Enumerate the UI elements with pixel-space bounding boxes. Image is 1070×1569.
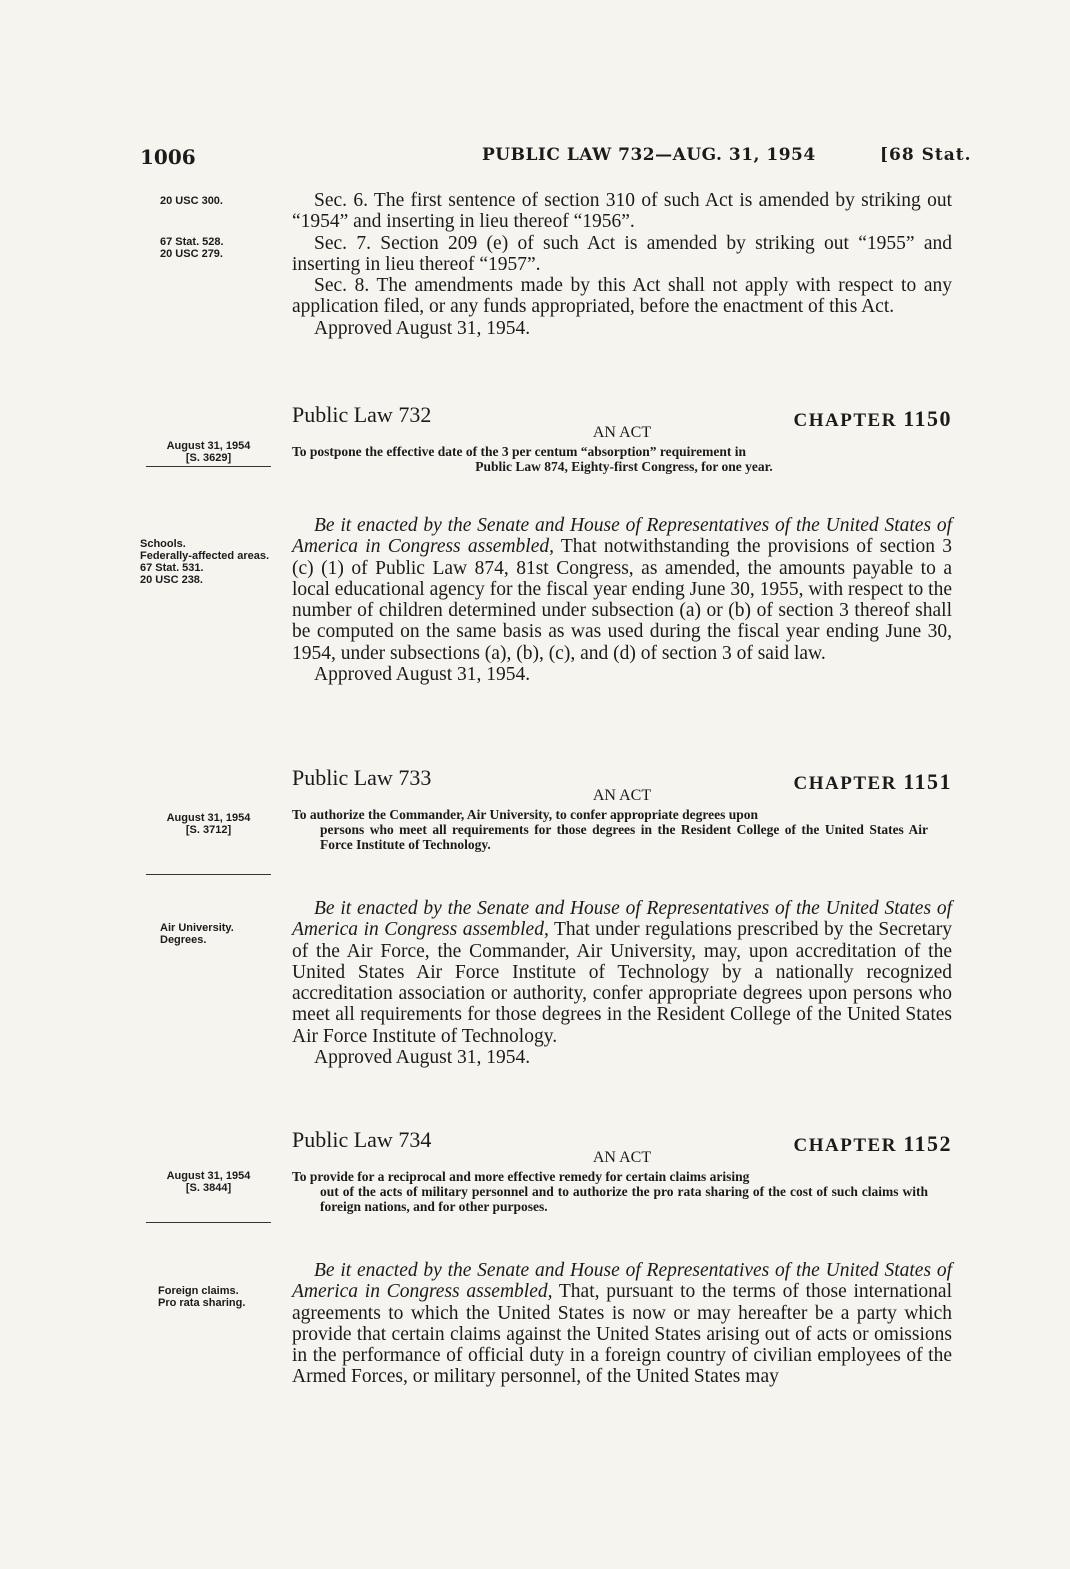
top-section-text: [292, 190, 952, 339]
chapter-word: CHAPTER: [793, 1135, 897, 1156]
act-summary: [292, 807, 952, 852]
section-paragraph: Sec. 6. The first sentence of section 310 of such Act is amended by striking out “1954” and inserting in lieu thereof “1956”.: [292, 190, 952, 233]
margin-ref: 67 Stat. 531.: [140, 562, 204, 574]
enacting-paragraph: [292, 898, 952, 1047]
summary-rest: persons who meet all requirements for those degrees in the Resident College of the United States Air Force Institute of Technology.: [320, 822, 928, 852]
law-732-body: [292, 515, 952, 685]
approved-line: Approved August 31, 1954.: [314, 1047, 531, 1069]
approval-date: August 31, 1954: [166, 812, 251, 824]
law-text: That notwithstanding the provisions of section 3 (c) (1) of Public Law 874, 81st Congress, as amended, the amounts payable to a local educational agency for the fiscal year ending June 30, 1955, with respect to the number of children determined under subsection (a) or (b) of section 3 thereof shall be computed on the same basis as was used during the fiscal year ending June 30, 1954, under subsections (a), (b), (c), and (d) of section 3 of said law.: [292, 536, 952, 664]
divider: [146, 466, 271, 467]
summary-rest: out of the acts of military personnel and to authorize the pro rata sharing of the cost of such claims with foreign nations, and for other purposes.: [320, 1184, 928, 1214]
margin-ref: Foreign claims.: [158, 1285, 239, 1297]
public-law-label: Public Law 732: [292, 402, 432, 427]
approval-date: August 31, 1954: [166, 440, 251, 452]
law-733-header: [292, 765, 952, 852]
law-734-margin-notes: [158, 1285, 298, 1309]
margin-ref: 20 USC 238.: [140, 574, 203, 586]
law-732-date-note: [146, 440, 271, 467]
chapter-label: [794, 769, 952, 795]
margin-ref: 20 USC 300.: [160, 195, 223, 207]
law-text: That under regulations prescribed by the Secretary of the Air Force, the Commander, Air University, may, upon accreditation of the United States Air Force Institute of Technology by a nationally recognized accreditation association or authority, confer appropriate degrees upon persons who meet all requirements for those degrees in the Resident College of the United States Air Force Institute of Technology.: [292, 919, 952, 1047]
summary-rest: Public Law 874, Eighty-first Congress, for one year.: [475, 459, 773, 474]
chapter-label: [794, 406, 952, 432]
section-paragraph: Sec. 7. Section 209 (e) of such Act is amended by striking out “1955” and inserting in lieu thereof “1957”.: [292, 232, 952, 275]
law-733-margin-notes: [160, 922, 300, 946]
summary-first-line: To postpone the effective date of the 3 per centum “absorption” requirement in: [292, 444, 746, 459]
public-law-label: Public Law 734: [292, 1127, 432, 1152]
margin-ref: 67 Stat. 528.: [160, 236, 224, 248]
law-732-header: [292, 402, 952, 474]
page-number: 1006: [140, 145, 196, 169]
chapter-number: 1151: [903, 769, 952, 794]
enacting-paragraph: [292, 515, 952, 664]
section-paragraph: Sec. 8. The amendments made by this Act shall not apply with respect to any application filed, or any funds appropriated, before the enactment of this Act.: [292, 275, 952, 318]
enacting-paragraph: [292, 1260, 952, 1388]
running-title: PUBLIC LAW 732—AUG. 31, 1954: [482, 145, 816, 165]
bill-number: [S. 3844]: [185, 1182, 232, 1194]
margin-note-top: [160, 195, 300, 260]
approved-line: Approved August 31, 1954.: [314, 664, 531, 686]
an-act-heading: AN ACT: [592, 787, 652, 804]
chapter-label: [794, 1131, 952, 1157]
margin-ref: Federally-affected areas.: [140, 550, 270, 562]
enacting-clause: Be it enacted by the Senate and House of Representatives of the United States of America in Congress assembled,: [292, 1260, 952, 1303]
enacting-clause: Be it enacted by the Senate and House of Representatives of the United States of America in Congress assembled,: [292, 898, 952, 941]
margin-ref: Degrees.: [160, 934, 207, 946]
law-732-margin-notes: [140, 538, 280, 586]
law-734-date-note: [146, 1170, 271, 1223]
public-law-label: Public Law 733: [292, 765, 432, 790]
an-act-heading: AN ACT: [592, 1149, 652, 1166]
an-act-heading: AN ACT: [592, 424, 652, 441]
approved-line: Approved August 31, 1954.: [314, 317, 531, 339]
divider: [146, 874, 271, 875]
summary-first-line: To authorize the Commander, Air University, to confer appropriate degrees upon: [292, 807, 758, 822]
chapter-word: CHAPTER: [793, 410, 897, 431]
law-733-body: [292, 898, 952, 1068]
act-summary: [292, 444, 952, 474]
margin-ref: 20 USC 279.: [160, 248, 223, 260]
chapter-number: 1152: [903, 1131, 952, 1156]
law-734-header: [292, 1127, 952, 1214]
bill-number: [S. 3629]: [185, 452, 232, 464]
divider: [146, 1222, 271, 1223]
chapter-word: CHAPTER: [793, 773, 897, 794]
law-text: That, pursuant to the terms of those international agreements to which the United States is now or may hereafter be a party which provide that certain claims against the United States arising out of acts or omissions in the performance of official duty in a foreign country of civilian employees of the Armed Forces, or military personnel, of the United States may: [292, 1281, 953, 1388]
act-summary: [292, 1169, 952, 1214]
law-733-date-note: [146, 812, 271, 875]
enacting-clause: Be it enacted by the Senate and House of Representatives of the United States of America in Congress assembled,: [292, 515, 952, 558]
margin-ref: Air University.: [160, 922, 234, 934]
law-734-body: [292, 1260, 952, 1388]
margin-ref: Pro rata sharing.: [158, 1297, 246, 1309]
bill-number: [S. 3712]: [185, 824, 232, 836]
summary-first-line: To provide for a reciprocal and more effective remedy for certain claims arising: [292, 1169, 750, 1184]
volume-reference: [68 Stat.: [880, 145, 972, 165]
approval-date: August 31, 1954: [166, 1170, 251, 1182]
margin-ref: Schools.: [140, 538, 186, 550]
chapter-number: 1150: [903, 406, 952, 431]
